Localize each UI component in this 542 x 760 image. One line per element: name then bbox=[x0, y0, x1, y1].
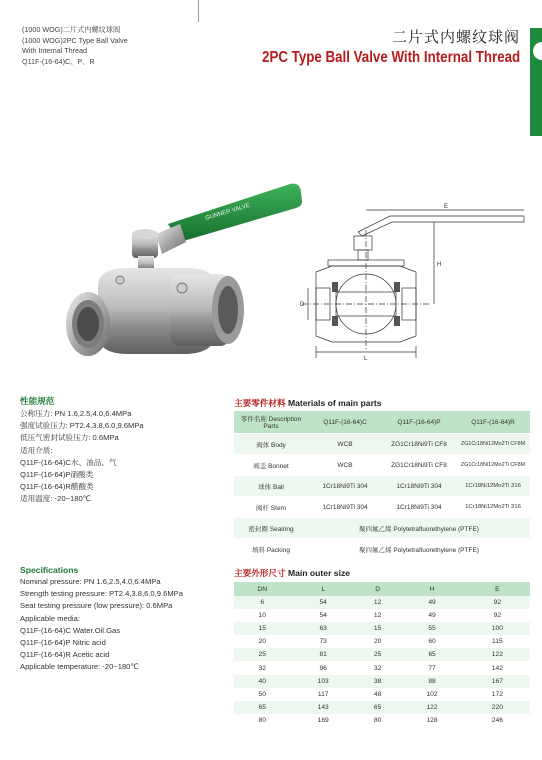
table-cell: 115 bbox=[492, 638, 503, 646]
table-row bbox=[234, 539, 530, 560]
page-title-cn: 二片式内螺纹球阀 bbox=[391, 29, 520, 46]
spec-line: 适用介质: bbox=[20, 445, 53, 455]
dim-label-d: D bbox=[300, 302, 305, 308]
header-cell: Q11F-(16-64)C bbox=[308, 411, 382, 434]
table-cell: 103 bbox=[291, 675, 356, 688]
table-row bbox=[234, 434, 530, 455]
valve-photo bbox=[58, 176, 328, 376]
divider-line bbox=[198, 0, 199, 22]
table-row bbox=[234, 476, 530, 497]
table-cell: 172 bbox=[491, 690, 503, 698]
table-row bbox=[234, 635, 530, 648]
table-cell: 100 bbox=[465, 622, 530, 635]
table-cell: 38 bbox=[356, 675, 400, 688]
table-row bbox=[234, 714, 530, 727]
table-cell: 65 bbox=[234, 701, 291, 714]
table-cell: WCB bbox=[308, 455, 382, 476]
spec-line: Q11F-(16-64)C水、油品、气 bbox=[20, 457, 117, 467]
spec-line: Q11F-(16-64)P Nitric acid bbox=[20, 638, 106, 648]
table-row bbox=[234, 661, 530, 674]
spec-line: 强度试验压力: PT2.4,3.8,6.0,9.6MPa bbox=[20, 421, 144, 431]
table-row bbox=[234, 497, 530, 518]
specs-en bbox=[20, 565, 183, 674]
table-cell: 102 bbox=[426, 690, 438, 698]
handle-brand-text: GUNNER VALVE bbox=[204, 202, 251, 222]
spec-line: 低压气密封试验压力: 0.6MPa bbox=[20, 433, 119, 443]
table-row bbox=[234, 688, 530, 701]
spec-line: Seat testing pressure (low pressure): 0.6MPa bbox=[20, 601, 173, 611]
table-cell: 20 bbox=[258, 638, 266, 646]
table-cell: 1Cr18Ni9Ti 304 bbox=[382, 497, 456, 518]
table-cell: 92 bbox=[465, 596, 530, 609]
table-row bbox=[234, 609, 530, 622]
dim-label-l: L bbox=[364, 356, 368, 362]
materials-table bbox=[234, 411, 530, 560]
table-cell: 48 bbox=[373, 690, 382, 698]
table-cell: 88 bbox=[399, 675, 464, 688]
table-cell: 32 bbox=[258, 664, 266, 672]
dim-label-e: E bbox=[444, 204, 449, 210]
table-cell: 122 bbox=[399, 701, 464, 714]
table-cell: 填料 Packing bbox=[234, 539, 308, 560]
table-row bbox=[234, 675, 530, 688]
spec-line: 适用温度: -20~180℃ bbox=[20, 494, 92, 504]
spec-line: Q11F-(16-64)R醋酸类 bbox=[20, 482, 94, 492]
specs-cn bbox=[20, 395, 144, 506]
header-cell: 零件名称 Description Parts bbox=[234, 411, 308, 434]
header-cell: Q11F-(16-64)R bbox=[456, 411, 530, 434]
table-cell: 12 bbox=[356, 596, 400, 609]
table-cell: 128 bbox=[426, 716, 438, 724]
table-row bbox=[234, 455, 530, 476]
table-cell: 63 bbox=[291, 622, 356, 635]
model-line: (1000 WOG)2PC Type Ball Valve bbox=[22, 35, 128, 45]
spec-line: Applicable media: bbox=[20, 613, 80, 623]
side-tab bbox=[530, 28, 542, 136]
table-cell: 49 bbox=[428, 612, 436, 620]
table-header bbox=[234, 411, 530, 434]
table-cell: 142 bbox=[491, 664, 503, 672]
table-cell: 246 bbox=[491, 716, 503, 724]
model-info bbox=[22, 25, 128, 67]
page-title-en: 2PC Type Ball Valve With Internal Thread bbox=[261, 49, 520, 66]
table-cell: 167 bbox=[465, 675, 530, 688]
table-cell: 54 bbox=[319, 612, 327, 620]
model-line: Q11F-(16-64)C、P、R bbox=[22, 56, 95, 66]
model-line: With Internal Thread bbox=[22, 46, 87, 55]
table-cell: 65 bbox=[399, 648, 464, 661]
spec-line: Applicable temperature: -20~180℃ bbox=[20, 662, 139, 672]
table-row bbox=[234, 518, 530, 539]
table-cell: 92 bbox=[493, 612, 502, 620]
table-cell: 96 bbox=[319, 664, 327, 672]
dim-label-h: H bbox=[437, 262, 442, 268]
table-cell: 阀杆 Stem bbox=[234, 497, 308, 518]
table-cell: 1Cr18Ni12Mo2Ti 316 bbox=[456, 476, 530, 497]
table-cell: 10 bbox=[258, 612, 266, 620]
spec-line: Strength testing pressure: PT2.4,3.8,6.0,9.6MPa bbox=[20, 589, 183, 599]
table-cell: 25 bbox=[356, 648, 400, 661]
table-cell: 12 bbox=[373, 612, 382, 620]
table-cell: 球体 Ball bbox=[234, 476, 308, 497]
table-cell: 49 bbox=[399, 596, 464, 609]
header-cell: D bbox=[356, 582, 400, 596]
table-cell: 20 bbox=[373, 638, 382, 646]
specs-en-title: Specifications bbox=[20, 565, 79, 575]
table-cell: 169 bbox=[317, 716, 329, 724]
spec-line: 公称压力: PN 1.6,2.5,4.0,6.4MPa bbox=[20, 409, 132, 418]
table-cell: ZG1Cr18Ni12Mo2Ti CF8M bbox=[456, 455, 530, 476]
table-cell: 密封圈 Sealring bbox=[234, 518, 308, 539]
table-cell: 1Cr18Ni9Ti 304 bbox=[308, 497, 382, 518]
table-cell: 阀体 Body bbox=[234, 434, 308, 455]
table-header bbox=[234, 582, 530, 596]
table-row bbox=[234, 648, 530, 661]
table-cell: 50 bbox=[258, 690, 266, 698]
table-cell: 65 bbox=[356, 701, 400, 714]
table-cell: 1Cr18Ni9Ti 304 bbox=[308, 476, 382, 497]
spec-line: Nominal pressure: PN 1.6,2.5,4.0,6.4MPa bbox=[20, 577, 161, 586]
table-cell: ZG1Cr18Ni12Mo2Ti CF8M bbox=[456, 434, 530, 455]
table-cell: 80 bbox=[373, 716, 382, 724]
table-cell: 6 bbox=[234, 596, 291, 609]
table-cell: 143 bbox=[291, 701, 356, 714]
table-cell: 15 bbox=[356, 622, 400, 635]
table-cell: 55 bbox=[399, 622, 464, 635]
table-cell: 15 bbox=[234, 622, 291, 635]
header-cell: E bbox=[465, 582, 530, 596]
table-row bbox=[234, 701, 530, 714]
spec-line: Q11F-(16-64)P硝酸类 bbox=[20, 470, 94, 480]
header-cell: Q11F-(16-64)P bbox=[382, 411, 456, 434]
table-cell: 77 bbox=[428, 664, 436, 672]
specs-cn-title: 性能规范 bbox=[20, 396, 55, 406]
table-cell: 1Cr18Ni9Ti 304 bbox=[382, 476, 456, 497]
table-row bbox=[234, 622, 530, 635]
table-cell: 1Cr18Ni12Mo2Ti 316 bbox=[456, 497, 530, 518]
table-cell: 73 bbox=[319, 638, 327, 646]
table-cell: ZG1Cr18Ni9Ti CF8 bbox=[382, 455, 456, 476]
table-cell: 60 bbox=[428, 638, 436, 646]
table-cell: ZG1Cr18Ni9Ti CF8 bbox=[382, 434, 456, 455]
table-cell: 122 bbox=[465, 648, 530, 661]
header-cell: L bbox=[291, 582, 356, 596]
table-row bbox=[234, 596, 530, 609]
table-cell: 32 bbox=[373, 664, 382, 672]
dimensions-table bbox=[234, 582, 530, 727]
table-cell: 40 bbox=[234, 675, 291, 688]
header-cell: DN bbox=[234, 582, 291, 596]
table-cell: 聚四氟乙烯 Polytetrafluorethylene (PTFE) bbox=[308, 539, 530, 560]
table-cell: 54 bbox=[291, 596, 356, 609]
table-cell: 阀盖 Bonnet bbox=[234, 455, 308, 476]
table-cell: 220 bbox=[465, 701, 530, 714]
model-line: (1000 WOG)二片式内螺纹球阀 bbox=[22, 25, 121, 34]
table-cell: 80 bbox=[258, 716, 266, 724]
table-cell: 117 bbox=[317, 690, 329, 698]
spec-line: Q11F-(16-64)C Water.Oil.Gas bbox=[20, 625, 121, 635]
table-cell: WCB bbox=[308, 434, 382, 455]
table-cell: 25 bbox=[234, 648, 291, 661]
table-cell: 聚四氟乙烯 Polytetrafluorethylene (PTFE) bbox=[308, 518, 530, 539]
materials-title: 主要零件材料 Materials of main parts bbox=[234, 398, 382, 408]
table-cell: 81 bbox=[291, 648, 356, 661]
header-cell: H bbox=[399, 582, 464, 596]
technical-drawing bbox=[292, 200, 532, 370]
spec-line: Q11F-(16-64)R Acetic acid bbox=[20, 650, 110, 660]
dimensions-title: 主要外形尺寸 Main outer size bbox=[234, 568, 351, 578]
